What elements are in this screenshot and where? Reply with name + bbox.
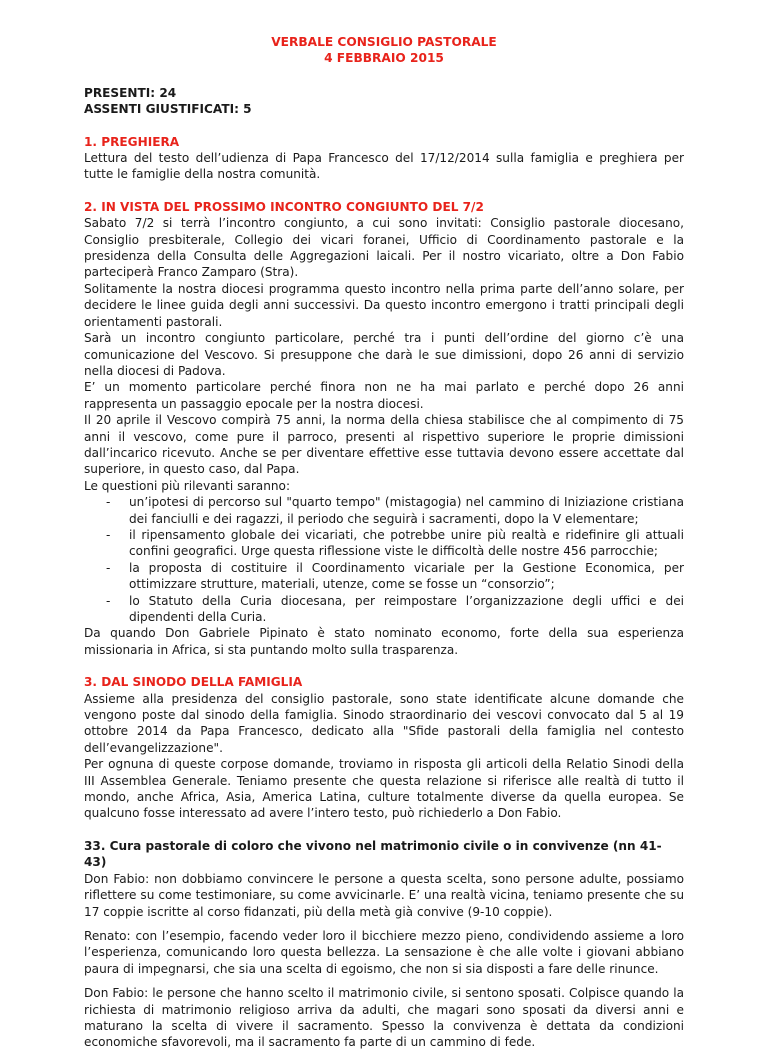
document-title	[84, 34, 684, 67]
section-33-paragraph: Don Fabio: le persone che hanno scelto il matrimonio civile, si sentono sposati. Colpisce quando la richiesta di matrimonio religioso arriva da adulti, che magari sono sposati da diversi anni e maturano la scelta di vivere il sacramento. Spesso la convivenza è dettata da condizioni economiche sfavorevoli, ma il sacramento fa parte di un cammino di fede.	[84, 986, 684, 1050]
section-2-paragraph: E’ un momento particolare perché finora non ne ha mai parlato e perché dopo 26 anni rappresenta un passaggio epocale per la nostra diocesi.	[84, 380, 684, 411]
section-2-heading: 2. IN VISTA DEL PROSSIMO INCONTRO CONGIUNTO DEL 7/2	[84, 199, 484, 214]
section-1-text: Lettura del testo dell’udienza di Papa Francesco del 17/12/2014 sulla famiglia e preghiera per tutte le famiglie della nostra comunità.	[84, 151, 684, 182]
section-3-paragraph: Per ognuna di queste corpose domande, troviamo in risposta gli articoli della Relatio Sinodi della III Assemblea Generale. Teniamo presente che questa relazione si riferisce alle realtà di tutto il mondo, anche Africa, Asia, America Latina, culture totalmente diverse da quella europea. Se qualcuno fosse interessato ad avere l’intero testo, può richiederlo a Don Fabio.	[84, 757, 684, 821]
section-2-paragraph: Sarà un incontro congiunto particolare, perché tra i punti dell’ordine del giorno c’è una comunicazione del Vescovo. Si presuppone che darà le sue dimissioni, dopo 26 anni di servizio nella diocesi di Padova.	[84, 331, 684, 378]
section-1-heading: 1. PREGHIERA	[84, 134, 180, 149]
section-incontro-congiunto	[84, 199, 684, 658]
attendance-block	[84, 85, 684, 118]
section-2-paragraph: Solitamente la nostra diocesi programma questo incontro nella prima parte dell’anno solare, per decidere le linee guida degli anni successivi. Da questo incontro emergono i tratti principali degli orientamenti pastorali.	[84, 281, 684, 329]
list-item: - un’ipotesi di percorso sul "quarto tempo" (mistagogia) nel cammino di Iniziazione cristiana dei fanciulli e dei ragazzi, il periodo che seguirà i sacramenti, dopo la V elementare;	[84, 494, 684, 527]
section-2-paragraph: Il 20 aprile il Vescovo compirà 75 anni, la norma della chiesa stabilisce che al compimento di 75 anni il vescovo, come pure il parroco, presenti al rispettivo superiore le proprie dimissioni dall’incarico ricevuto. Anche se per diventare effettive esse tuttavia devono essere accettate dal superiore, in questo caso, dal Papa.	[84, 413, 684, 477]
absent-count: ASSENTI GIUSTIFICATI: 5	[84, 102, 252, 117]
section-preghiera	[84, 134, 684, 183]
section-sinodo-famiglia	[84, 674, 684, 822]
list-item: - il ripensamento globale dei vicariati, che potrebbe unire più realtà e ridefinire gli attuali confini geografici. Urge questa riflessione viste le difficoltà delle nostre 456 parrocchie;	[84, 527, 684, 560]
questions-list	[84, 494, 684, 625]
section-2-paragraph: Da quando Don Gabriele Pipinato è stato nominato economo, forte della sua esperienza missionaria in Africa, si sta puntando molto sulla trasparenza.	[84, 626, 684, 657]
list-item: - lo Statuto della Curia diocesana, per reimpostare l’organizzazione degli uffici e dei dipendenti della Curia.	[84, 593, 684, 626]
section-33-heading: 33. Cura pastorale di coloro che vivono nel matrimonio civile o in convivenze (nn 41-43)	[84, 838, 662, 870]
present-count: PRESENTI: 24	[84, 85, 177, 100]
section-3-paragraph: Assieme alla presidenza del consiglio pastorale, sono state identificate alcune domande che vengono poste dal sinodo della famiglia. Sinodo straordinario dei vescovi convocato dal 5 al 19 ottobre 2014 da Papa Francesco, dedicato alla "Sfide pastorali della famiglia nel contesto dell’evangelizzazione".	[84, 691, 684, 755]
title-line-2: 4 FEBBRAIO 2015	[324, 51, 444, 66]
title-line-1: VERBALE CONSIGLIO PASTORALE	[271, 35, 497, 49]
section-3-heading: 3. DAL SINODO DELLA FAMIGLIA	[84, 675, 303, 690]
section-33-paragraph: Don Fabio: non dobbiamo convincere le persone a questa scelta, sono persone adulte, possiamo riflettere su come testimoniare, su come avvicinarle. E’ una realtà vicina, teniamo presente che su 17 coppie iscritte al corso fidanzati, più della metà già convive (9-10 coppie).	[84, 871, 684, 919]
section-2-paragraph: Le questioni più rilevanti saranno:	[84, 478, 291, 493]
section-2-paragraph: Sabato 7/2 si terrà l’incontro congiunto, a cui sono invitati: Consiglio pastorale diocesano, Consiglio presbiterale, Collegio dei vicari foranei, Ufficio di Coordinamento pastorale e la presidenza della Consulta delle Aggregazioni laicali. Per il nostro vicariato, oltre a Don Fabio parteciperà Franco Zamparo (Stra).	[84, 216, 684, 280]
list-item: - la proposta di costituire il Coordinamento vicariale per la Gestione Economica, per ottimizzare strutture, materiali, utenze, come se fosse un “consorzio”;	[84, 560, 684, 593]
section-cura-pastorale	[84, 838, 684, 1051]
section-33-paragraph: Renato: con l’esempio, facendo veder loro il bicchiere mezzo pieno, condividendo assieme a loro l’esperienza, comunicando loro questa bellezza. La sensazione è che alle volte i giovani abbiano paura di impegnarsi, che sia una scelta di egoismo, che non si sia disposti a fare delle rinunce.	[84, 928, 684, 976]
